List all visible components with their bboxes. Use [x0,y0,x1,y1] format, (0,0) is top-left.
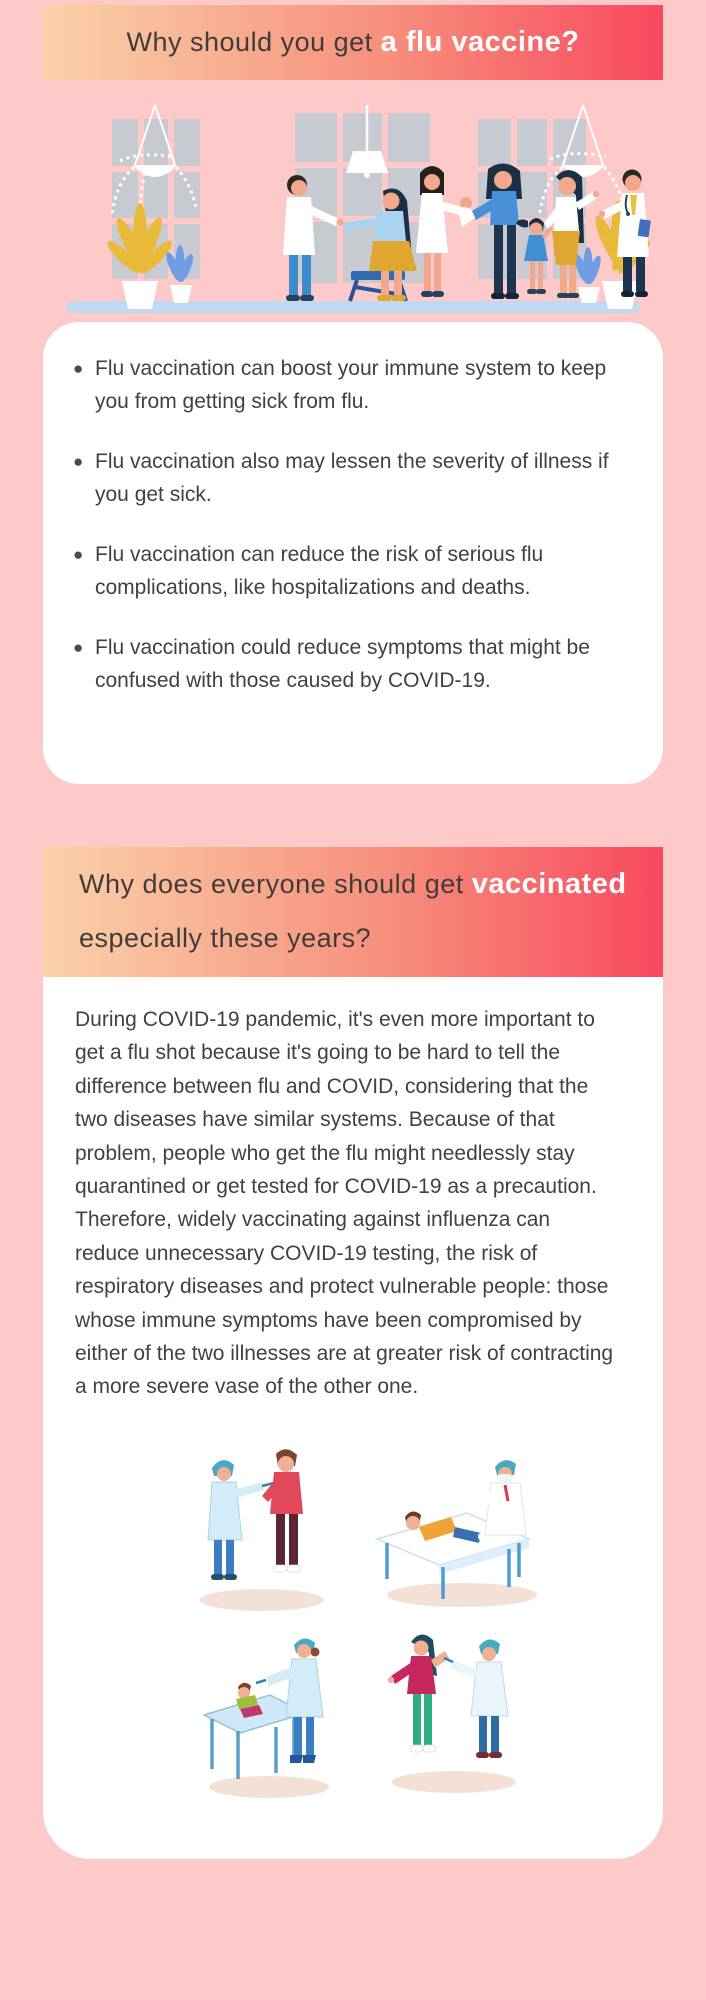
bullet-dot-icon: ● [73,638,84,657]
benefit-text: Flu vaccination could reduce symptoms that might be confused with those caused by COVID-19. [95,636,590,692]
explanation-card [43,977,663,1859]
scene-nurse-vaccinating-man [200,1449,324,1611]
benefit-text: Flu vaccination can reduce the risk of serious flu complications, like hospitalizations and deaths. [95,543,544,599]
bullet-dot-icon: ● [73,452,84,471]
scene-nurse-vaccinating-baby [204,1638,329,1798]
header2-highlight: vaccinated [471,868,627,900]
benefit-item [73,538,625,604]
benefit-text: Flu vaccination can boost your immune system to keep you from getting sick from flu. [95,357,607,413]
benefit-item [73,352,625,418]
bullet-dot-icon: ● [73,359,84,378]
header1-prefix: Why should you get [126,27,373,57]
vaccination-scenes-illustration [144,1422,564,1822]
benefits-card [43,322,663,784]
clinic-scene-illustration [50,105,656,317]
bullet-dot-icon: ● [73,545,84,564]
header2-prefix: Why does everyone should get [79,869,472,899]
explanation-paragraph: During COVID-19 pandemic, it's even more important to get a flu shot because it's going to be hard to tell the difference between flu and COVID, considering that the two diseases have similar systems. Because of that problem, people who get the flu might needlessly stay quarantined or get tested for COVID-19 as a precaution. Therefore, widely vaccinating against influenza can reduce unnecessary COVID-19 testing, the risk of respiratory diseases and protect vulnerable people: those whose immune symptoms have been compromised by either of the two illnesses are at greater risk of contracting a more severe vase of the other one. [75,1008,614,1399]
header-everyone-vaccinated-question [43,847,663,977]
benefit-text: Flu vaccination also may lessen the severity of illness if you get sick. [95,450,609,506]
scene-nurse-vaccinating-woman [388,1634,516,1793]
header1-highlight: a flu vaccine? [380,26,580,58]
header2-suffix: especially these years? [79,923,372,953]
benefit-item [73,445,625,511]
benefit-item [73,631,625,697]
header-flu-vaccine-question [43,5,663,80]
scene-doctor-examining-child [377,1460,537,1607]
